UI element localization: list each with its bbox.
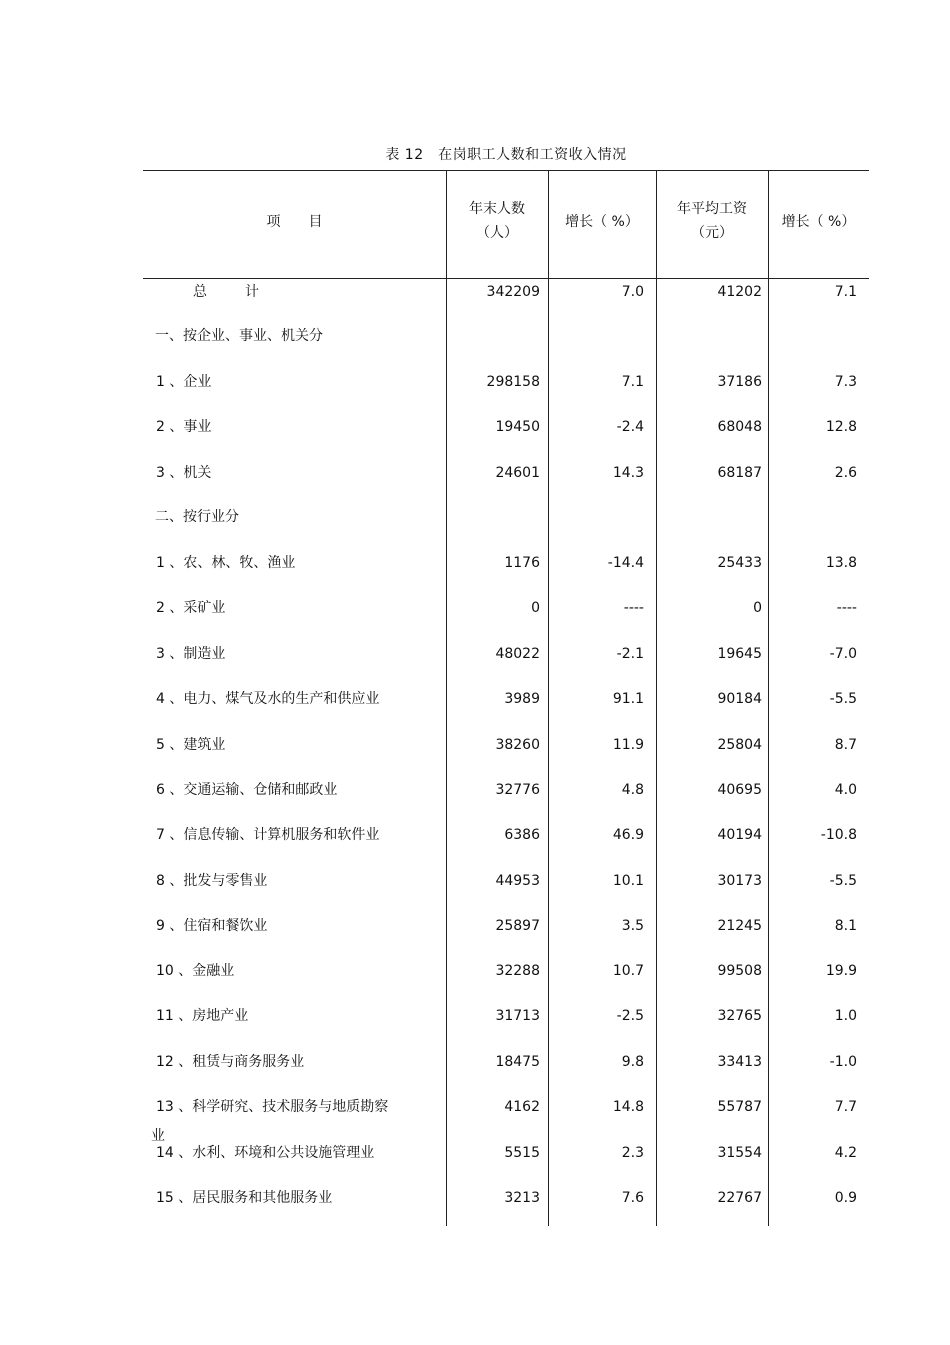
wage-cell: 68187 — [717, 465, 762, 481]
wage-growth-cell: -10.8 — [820, 827, 857, 843]
header-growth-wage-label: 增长（ %） — [781, 214, 856, 230]
count-cell: 5515 — [504, 1145, 540, 1161]
table-row — [143, 1186, 869, 1210]
count-cell: 6386 — [504, 827, 540, 843]
table-row — [143, 1141, 869, 1165]
count-cell: 4162 — [504, 1099, 540, 1115]
count-cell: 24601 — [495, 465, 540, 481]
header-bottom-rule — [143, 278, 869, 279]
wage-growth-cell: 19.9 — [825, 963, 857, 979]
count-growth-cell: -2.5 — [616, 1008, 644, 1024]
wage-cell: 40695 — [717, 782, 762, 798]
header-count — [446, 197, 548, 245]
row-label: 8 、批发与零售业 — [156, 873, 268, 889]
count-cell: 18475 — [495, 1054, 540, 1070]
table-title: 表 12 在岗职工人数和工资收入情况 — [385, 147, 627, 163]
wage-cell: 19645 — [717, 646, 762, 662]
total-row — [143, 280, 869, 304]
wage-cell: 22767 — [717, 1190, 762, 1206]
count-cell: 32776 — [495, 782, 540, 798]
wage-cell: 25433 — [717, 555, 762, 571]
row-label: 1 、企业 — [156, 374, 212, 390]
row-label: 5 、建筑业 — [156, 737, 226, 753]
wage-growth-cell: 2.6 — [834, 465, 857, 481]
count-cell: 44953 — [495, 873, 540, 889]
table-row — [143, 551, 869, 575]
count-growth-cell: ---- — [623, 600, 644, 616]
table-row — [143, 1050, 869, 1074]
table-top-rule — [143, 170, 869, 171]
count-growth-cell: 2.3 — [621, 1145, 644, 1161]
table-row — [143, 1004, 869, 1028]
table-row — [143, 687, 869, 711]
count-cell: 342209 — [486, 284, 540, 300]
wage-cell: 25804 — [717, 737, 762, 753]
wage-growth-cell: -5.5 — [829, 873, 857, 889]
wage-cell: 90184 — [717, 691, 762, 707]
count-growth-cell: 46.9 — [612, 827, 644, 843]
wage-growth-cell: -1.0 — [829, 1054, 857, 1070]
row-label: 二、按行业分 — [155, 509, 239, 525]
row-label: 14 、水利、环境和公共设施管理业 — [156, 1145, 375, 1161]
count-growth-cell: 14.3 — [612, 465, 644, 481]
count-growth-cell: 7.6 — [621, 1190, 644, 1206]
table-row — [143, 642, 869, 666]
wage-growth-cell: -7.0 — [829, 646, 857, 662]
wage-cell: 37186 — [717, 374, 762, 390]
wage-growth-cell: 4.2 — [834, 1145, 857, 1161]
wage-cell: 99508 — [717, 963, 762, 979]
wage-cell: 32765 — [717, 1008, 762, 1024]
header-growth-wage — [768, 210, 869, 234]
wage-cell: 21245 — [717, 918, 762, 934]
count-cell: 32288 — [495, 963, 540, 979]
row-label: 4 、电力、煤气及水的生产和供应业 — [156, 691, 380, 707]
count-cell: 38260 — [495, 737, 540, 753]
count-cell: 19450 — [495, 419, 540, 435]
table-row — [143, 733, 869, 757]
count-cell: 3213 — [504, 1190, 540, 1206]
wage-cell: 41202 — [717, 284, 762, 300]
wage-growth-cell: 7.1 — [834, 284, 857, 300]
count-cell: 0 — [531, 600, 540, 616]
row-label: 1 、农、林、牧、渔业 — [156, 555, 296, 571]
wage-growth-cell: 13.8 — [825, 555, 857, 571]
table-row — [143, 596, 869, 620]
row-label: 一、按企业、事业、机关分 — [155, 328, 323, 344]
table-row — [143, 823, 869, 847]
wage-cell: 30173 — [717, 873, 762, 889]
count-growth-cell: 4.8 — [621, 782, 644, 798]
table-row — [143, 370, 869, 394]
row-label: 15 、居民服务和其他服务业 — [156, 1190, 333, 1206]
wage-cell: 55787 — [717, 1099, 762, 1115]
header-growth-count-label: 增长（ %） — [565, 214, 639, 230]
wage-growth-cell: ---- — [836, 600, 857, 616]
count-growth-cell: -2.4 — [616, 419, 644, 435]
header-count-line2: （人） — [476, 225, 518, 241]
count-growth-cell: 11.9 — [612, 737, 644, 753]
wage-cell: 33413 — [717, 1054, 762, 1070]
count-cell: 48022 — [495, 646, 540, 662]
count-growth-cell: 9.8 — [621, 1054, 644, 1070]
row-label: 10 、金融业 — [156, 963, 235, 979]
row-label: 3 、制造业 — [156, 646, 226, 662]
count-growth-cell: 91.1 — [612, 691, 644, 707]
count-growth-cell: 10.1 — [612, 873, 644, 889]
row-label: 12 、租赁与商务服务业 — [156, 1054, 305, 1070]
table-row — [143, 778, 869, 802]
row-label: 6 、交通运输、仓储和邮政业 — [156, 782, 338, 798]
wage-growth-cell: 1.0 — [834, 1008, 857, 1024]
row-label: 9 、住宿和餐饮业 — [156, 918, 268, 934]
row-label: 13 、科学研究、技术服务与地质勘察 — [156, 1099, 389, 1115]
wage-growth-cell: 8.7 — [834, 737, 857, 753]
header-wage-line1: 年平均工资 — [677, 201, 747, 217]
count-growth-cell: -2.1 — [616, 646, 644, 662]
header-count-line1: 年末人数 — [469, 201, 525, 217]
table-row — [143, 415, 869, 439]
row-label: 总 计 — [193, 284, 271, 300]
table-row — [143, 914, 869, 938]
table-row — [143, 461, 869, 485]
count-cell: 25897 — [495, 918, 540, 934]
header-wage — [656, 197, 768, 245]
wage-growth-cell: 4.0 — [834, 782, 857, 798]
row-label: 7 、信息传输、计算机服务和软件业 — [156, 827, 380, 843]
wage-cell: 0 — [753, 600, 762, 616]
count-growth-cell: 3.5 — [621, 918, 644, 934]
wage-growth-cell: 7.3 — [834, 374, 857, 390]
wage-growth-cell: -5.5 — [829, 691, 857, 707]
count-cell: 31713 — [495, 1008, 540, 1024]
row-label: 2 、采矿业 — [156, 600, 226, 616]
header-item-label: 项 目 — [266, 214, 323, 230]
count-cell: 3989 — [504, 691, 540, 707]
wage-growth-cell: 0.9 — [834, 1190, 857, 1206]
table-row — [143, 959, 869, 983]
section-header-row — [143, 505, 869, 529]
count-cell: 1176 — [504, 555, 540, 571]
wage-growth-cell: 8.1 — [834, 918, 857, 934]
table-row — [143, 869, 869, 893]
row-label: 11 、房地产业 — [156, 1008, 249, 1024]
section-header-row — [143, 324, 869, 348]
wage-cell: 68048 — [717, 419, 762, 435]
wage-cell: 31554 — [717, 1145, 762, 1161]
table-row — [143, 1095, 869, 1119]
header-growth-count — [548, 210, 656, 234]
wrapped-label-continuation: 业 — [151, 1128, 165, 1144]
count-growth-cell: 14.8 — [612, 1099, 644, 1115]
count-growth-cell: 10.7 — [612, 963, 644, 979]
count-growth-cell: 7.0 — [621, 284, 644, 300]
count-growth-cell: 7.1 — [621, 374, 644, 390]
header-wage-line2: （元） — [691, 225, 733, 241]
row-label: 2 、事业 — [156, 419, 212, 435]
wage-growth-cell: 12.8 — [825, 419, 857, 435]
count-cell: 298158 — [486, 374, 540, 390]
count-growth-cell: -14.4 — [607, 555, 644, 571]
header-item — [143, 210, 446, 234]
row-label: 3 、机关 — [156, 465, 212, 481]
wage-cell: 40194 — [717, 827, 762, 843]
wage-growth-cell: 7.7 — [834, 1099, 857, 1115]
